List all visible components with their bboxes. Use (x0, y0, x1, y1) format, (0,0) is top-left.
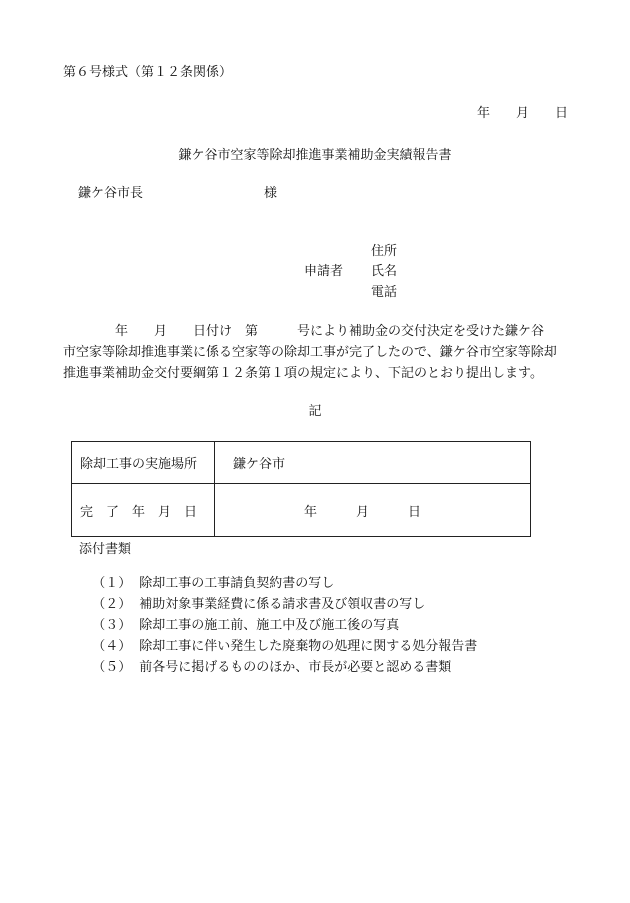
attachment-number: （５） (92, 660, 132, 675)
body-text-line: 推進事業補助金交付要綱第１２条第１項の規定により、下記のとおり提出します。 (63, 366, 543, 381)
location-value: 鎌ケ谷市 (215, 442, 531, 484)
completion-date-value: 年 月 日 (215, 484, 531, 537)
body-text-line: 年 月 日付け 第 号により補助金の交付決定を受けた鎌ケ谷 (63, 324, 545, 339)
applicant-address-label: 住所 (371, 244, 398, 259)
attachment-text: 除却工事の施工前、施工中及び施工後の写真 (139, 618, 400, 633)
completion-date-label: 完 了 年 月 日 (72, 484, 215, 537)
attachment-number: （１） (92, 576, 132, 591)
submission-date: 年 月 日 (476, 106, 568, 121)
attachment-text: 除却工事の工事請負契約書の写し (139, 576, 335, 591)
applicant-label: 申請者 (304, 264, 344, 279)
attachment-number: （２） (92, 597, 132, 612)
form-number: 第６号様式（第１２条関係） (63, 65, 233, 80)
addressee-honorific: 様 (264, 186, 278, 201)
attachment-text: 除却工事に伴い発生した廃棄物の処理に関する処分報告書 (139, 639, 478, 654)
table-row (72, 442, 531, 484)
report-info-table (71, 441, 531, 537)
addressee-name: 鎌ケ谷市長 (78, 186, 144, 201)
attachment-item (84, 648, 451, 674)
ki-heading: 記 (308, 404, 322, 419)
attachment-number: （４） (92, 639, 132, 654)
document-title: 鎌ケ谷市空家等除却推進事業補助金実績報告書 (178, 148, 452, 163)
attachment-number: （３） (92, 618, 132, 633)
attachment-text: 前各号に掲げるもののほか、市長が必要と認める書類 (139, 660, 452, 675)
applicant-phone-label: 電話 (371, 285, 398, 300)
applicant-name-label: 氏名 (371, 264, 398, 279)
table-row (72, 484, 531, 537)
attachment-text: 補助対象事業経費に係る請求書及び領収書の写し (139, 597, 426, 612)
body-text-line: 市空家等除却推進事業に係る空家等の除却工事が完了したので、鎌ケ谷市空家等除却 (63, 345, 557, 360)
location-label: 除却工事の実施場所 (72, 442, 215, 484)
attachments-heading: 添付書類 (79, 542, 132, 557)
